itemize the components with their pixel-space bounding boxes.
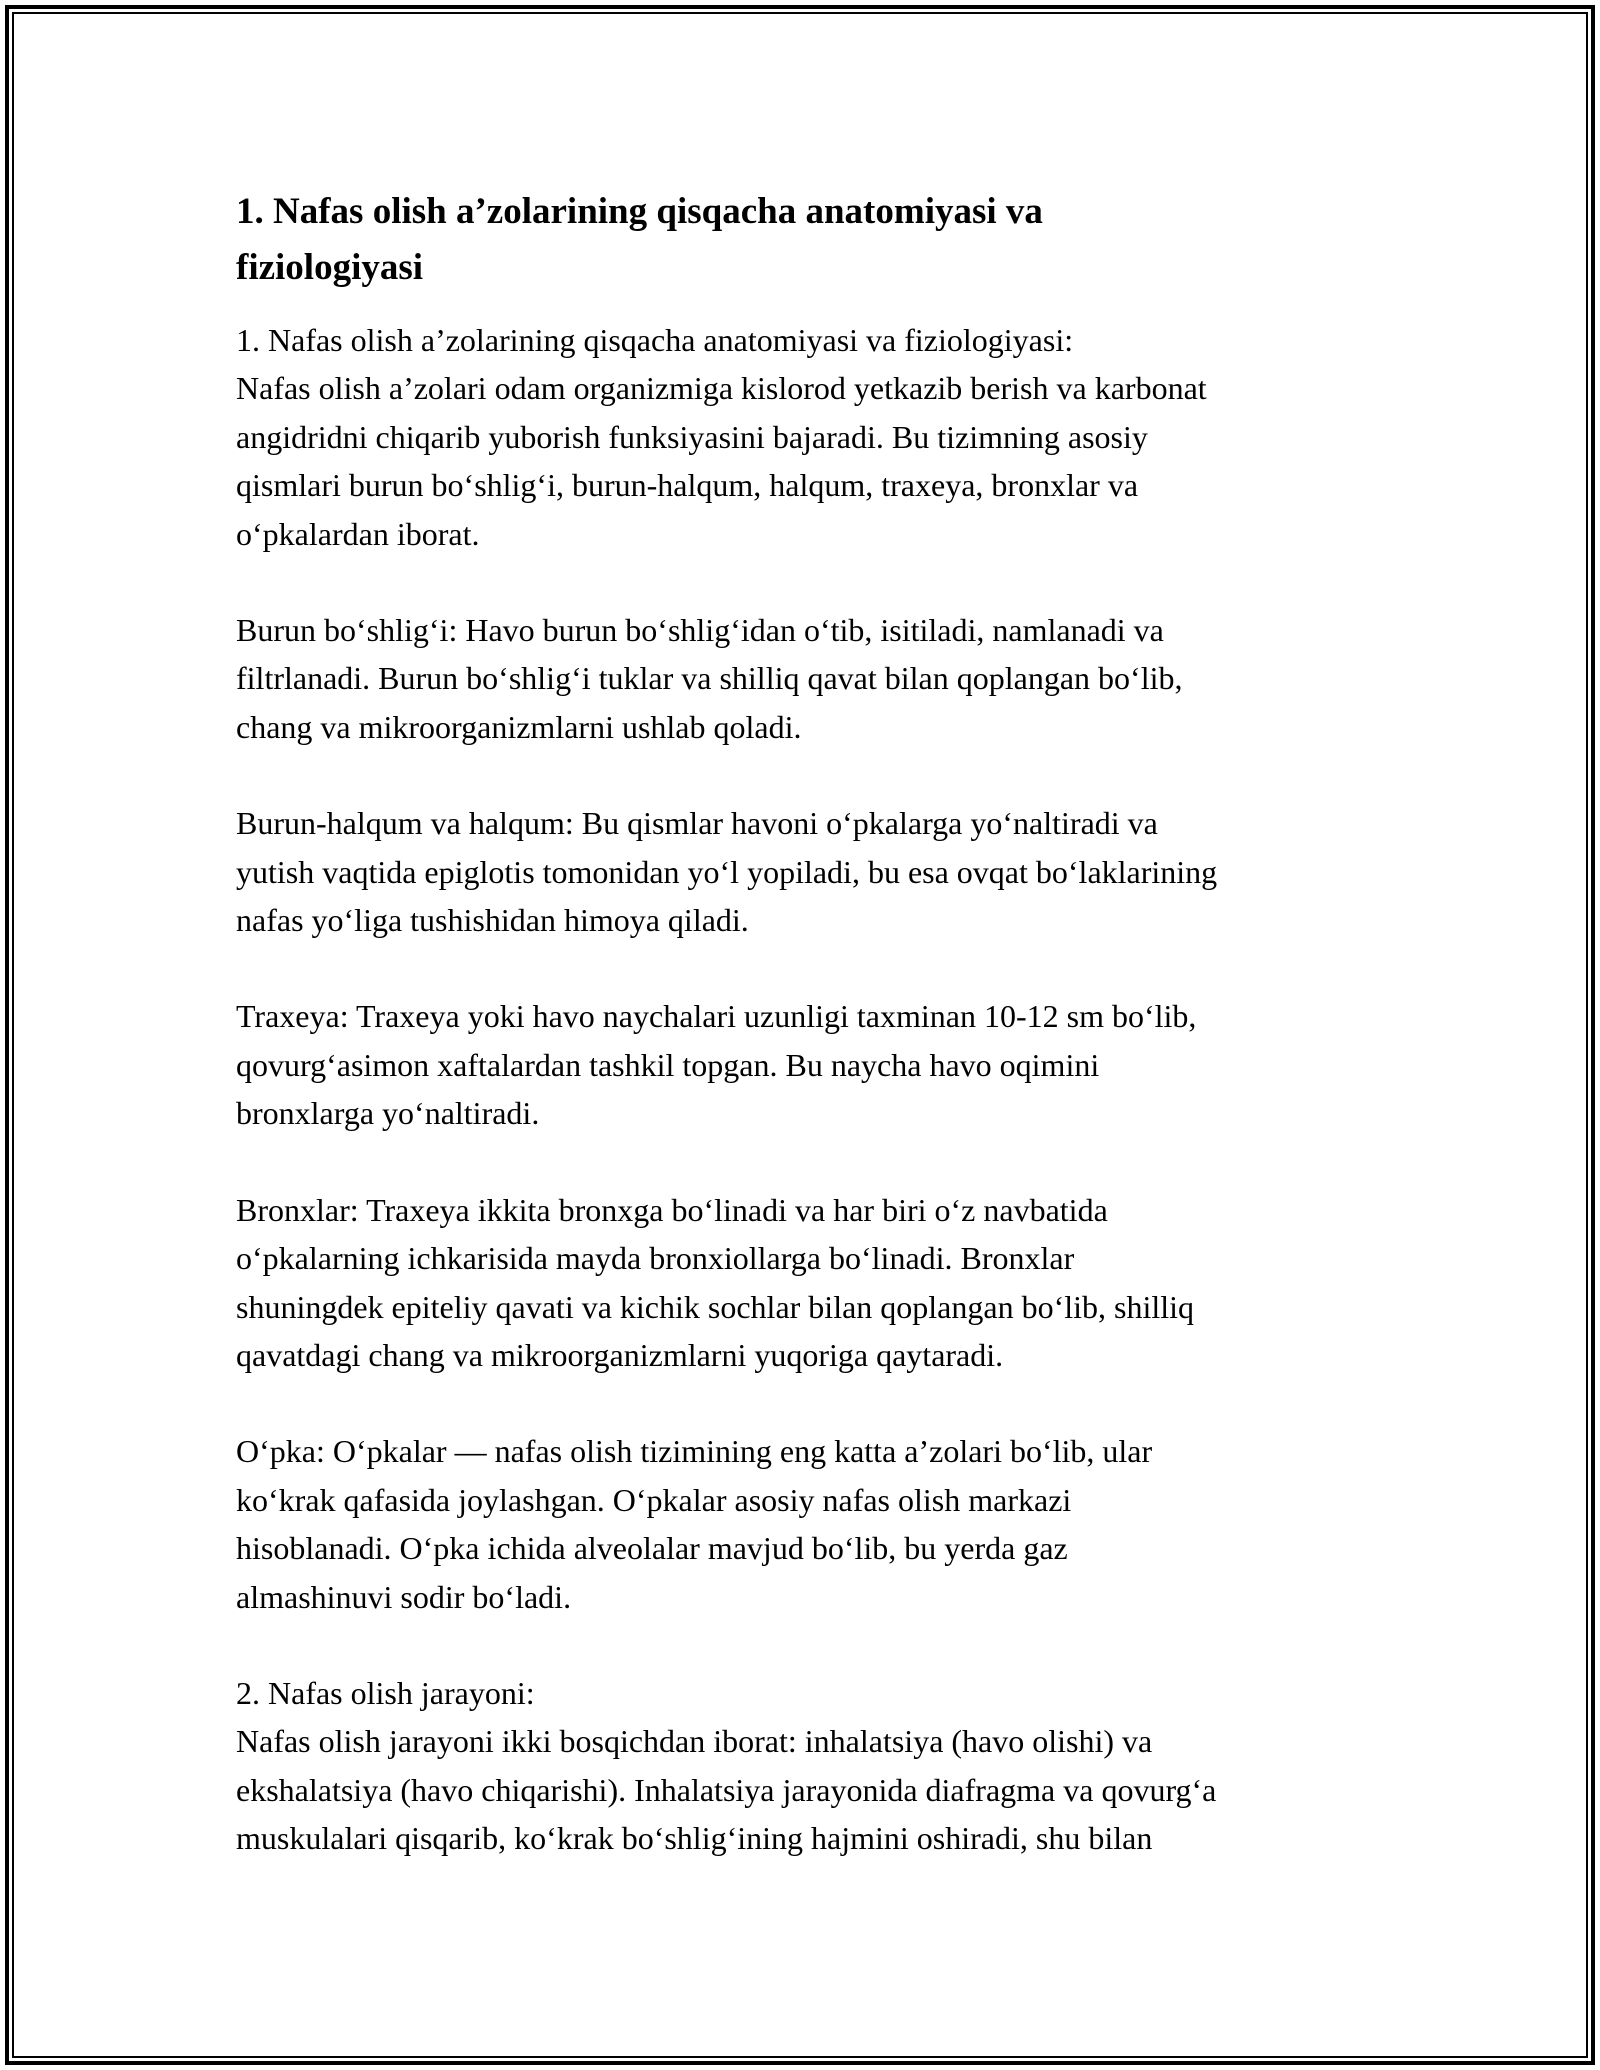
text-line: qavatdagi chang va mikroorganizmlarni yuqoriga qaytaradi. [236,1336,1004,1373]
document-title: 1. Nafas olish a’zolarining qisqacha anatomiyasi va fiziologiyasi [236,191,1043,288]
text-line: shuningdek epiteliy qavati va kichik sochlar bilan qoplangan bo‘lib, shilliq [236,1288,1195,1325]
text-line: bronxlarga yo‘naltiradi. [236,1095,540,1132]
text-line: Nafas olish jarayoni ikki bosqichdan iborat: inhalatsiya (havo olishi) va [236,1723,1153,1760]
text-line: 1. Nafas olish a’zolarining qisqacha anatomiyasi va fiziologiyasi: [236,322,1074,358]
text-line: Traxeya: Traxeya yoki havo naychalari uzunligi taxminan 10-12 sm bo‘lib, [236,998,1197,1035]
paragraph-introduction [236,316,1386,558]
text-line: filtrlanadi. Burun bo‘shlig‘i tuklar va shilliq qavat bilan qoplangan bo‘lib, [236,660,1183,697]
paragraph-trachea [236,992,1386,1137]
text-line: yutish vaqtida epiglotis tomonidan yo‘l yopiladi, bu esa ovqat bo‘laklarining [236,853,1218,890]
text-line: ko‘krak qafasida joylashgan. O‘pkalar asosiy nafas olish markazi [236,1481,1072,1518]
text-line: o‘pkalardan iborat. [236,515,480,552]
text-line: chang va mikroorganizmlarni ushlab qoladi. [236,708,802,745]
text-line: Bronxlar: Traxeya ikkita bronxga bo‘linadi va har biri o‘z navbatida [236,1191,1108,1228]
text-line: O‘pka: O‘pkalar — nafas olish tizimining eng katta a’zolari bo‘lib, ular [236,1433,1153,1470]
text-line: almashinuvi sodir bo‘ladi. [236,1578,572,1615]
document-content [236,184,1386,1911]
text-line: ekshalatsiya (havo chiqarishi). Inhalatsiya jarayonida diafragma va qovurg‘a [236,1771,1217,1808]
paragraph-bronchi [236,1186,1386,1380]
text-line: angidridni chiqarib yuborish funksiyasini bajaradi. Bu tizimning asosiy [236,418,1148,455]
document-body [236,316,1386,1863]
text-line: 2. Nafas olish jarayoni: [236,1674,535,1711]
text-line: nafas yo‘liga tushishidan himoya qiladi. [236,902,749,939]
text-line: Nafas olish a’zolari odam organizmiga kislorod yetkazib berish va karbonat [236,370,1207,407]
paragraph-breathing-process [236,1669,1386,1863]
text-line: qismlari burun bo‘shlig‘i, burun-halqum, halqum, traxeya, bronxlar va [236,467,1139,504]
text-line: muskulalari qisqarib, ko‘krak bo‘shlig‘ining hajmini oshiradi, shu bilan [236,1820,1153,1857]
text-line: hisoblanadi. O‘pka ichida alveolalar mavjud bo‘lib, bu yerda gaz [236,1530,1068,1567]
paragraph-lungs [236,1427,1386,1621]
text-line: o‘pkalarning ichkarisida mayda bronxiollarga bo‘linadi. Bronxlar [236,1240,1075,1277]
text-line: Burun bo‘shlig‘i: Havo burun bo‘shlig‘idan o‘tib, isitiladi, namlanadi va [236,612,1164,649]
text-line: Burun-halqum va halqum: Bu qismlar havoni o‘pkalarga yo‘naltiradi va [236,805,1158,842]
text-line: qovurg‘asimon xaftalardan tashkil topgan. Bu naycha havo oqimini [236,1046,1100,1083]
paragraph-nasal-cavity [236,606,1386,751]
paragraph-pharynx-larynx [236,799,1386,944]
